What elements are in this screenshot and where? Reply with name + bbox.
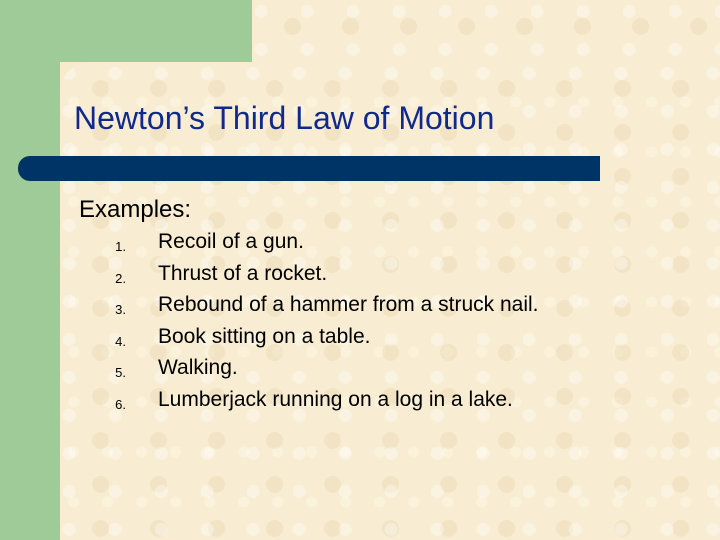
list-item-text: Recoil of a gun.	[158, 230, 304, 253]
title-underline-bar	[18, 156, 600, 181]
list-item-number: 1.	[115, 239, 126, 254]
list-item-number: 3.	[115, 302, 126, 318]
list-item-number: 4.	[115, 333, 126, 349]
slide-title: Newton’s Third Law of Motion	[74, 100, 495, 136]
list-item-text: Book sitting on a table.	[158, 324, 371, 348]
list-item-text: Thrust of a rocket.	[158, 261, 328, 285]
parchment-top-background	[252, 0, 720, 62]
list-item-text: Lumberjack running on a log in a lake.	[158, 387, 513, 411]
list-item-text: Walking.	[158, 356, 238, 380]
list-item-number: 5.	[115, 365, 126, 381]
list-item-text: Rebound of a hammer from a struck nail.	[158, 293, 539, 317]
list-item-number: 6.	[115, 396, 126, 412]
list-item-number: 2.	[115, 270, 126, 286]
green-side-band	[0, 0, 60, 540]
examples-heading: Examples:	[79, 196, 192, 223]
green-top-band	[60, 0, 252, 62]
